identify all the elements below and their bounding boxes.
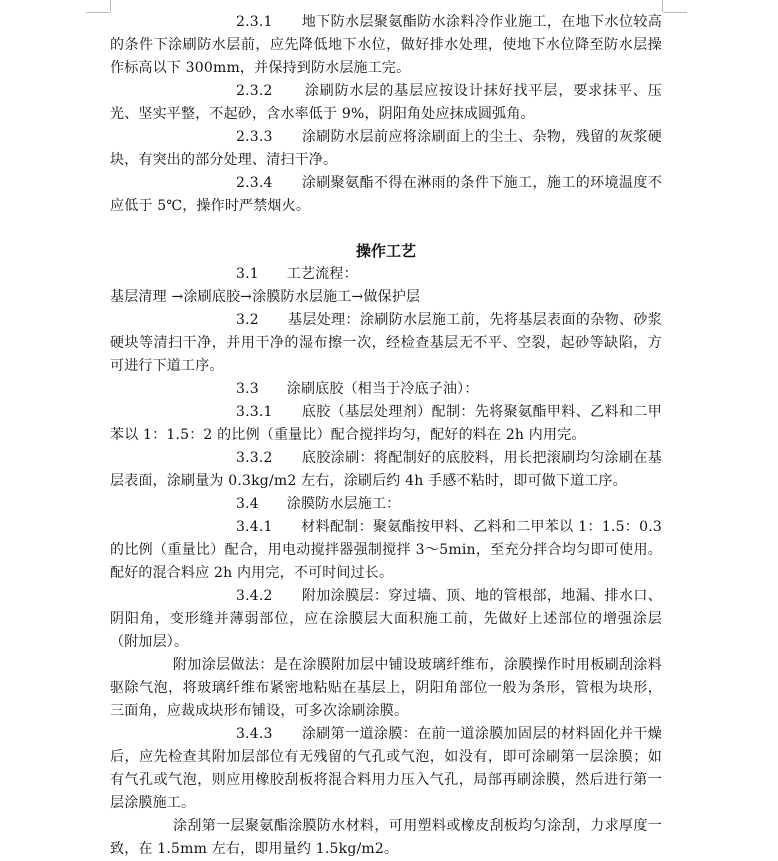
section-heading: 操作工艺 bbox=[355, 242, 416, 260]
paragraph-additional-layer: 附加涂层做法：是在涂膜附加层中铺设玻璃纤维布，涂膜操作时用板刷刮涂料驱除气泡，将玻璃纤维布紧密地粘贴在基层上，阴阳角部位一般为条形，管根为块形，三面角，应裁成块形布铺设，可多次涂刷涂膜。 bbox=[110, 657, 662, 719]
paragraph-3-3 bbox=[110, 378, 662, 401]
section-3-block bbox=[110, 263, 662, 861]
clause-number: 3.2 bbox=[236, 312, 259, 328]
paragraph-text: 涂刷聚氨酯不得在淋雨的条件下施工，施工的环境温度不应低于 5℃，操作时严禁烟火。 bbox=[110, 175, 663, 214]
clause-number: 3.1 bbox=[236, 266, 259, 282]
paragraph-text: 底胶（基层处理剂）配制：先将聚氨酯甲料、乙料和二甲苯以 1：1.5：2 的比例（重量比）配合搅拌均匀，配好的料在 2h 内用完。 bbox=[110, 404, 663, 443]
paragraph-text: 涂刷防水层前应将涂刷面上的尘土、杂物，残留的灰浆硬块，有突出的部分处理、清扫干净。 bbox=[110, 129, 663, 168]
clause-number: 2.3.4 bbox=[236, 175, 273, 191]
crop-mark-right-vertical bbox=[662, 0, 663, 12]
clause-number: 3.4.1 bbox=[236, 519, 273, 535]
paragraph-3-3-2 bbox=[110, 447, 662, 493]
crop-mark-right-horizontal bbox=[663, 12, 687, 13]
clause-number: 3.4 bbox=[236, 496, 259, 512]
paragraph-2-3-2 bbox=[110, 80, 662, 126]
paragraph-3-3-1 bbox=[110, 401, 662, 447]
clause-number: 3.3.2 bbox=[236, 450, 273, 466]
paragraph-3-2 bbox=[110, 309, 662, 378]
paragraph-text: 涂刷第一道涂膜：在前一道涂膜加固层的材料固化并干燥后，应先检查其附加层部位有无残留的气孔或气泡，如没有，即可涂刷第一层涂膜；如有气孔或气泡，则应用橡胶刮板将混合料用力压入气孔，局部再刷涂膜，然后进行第一层涂膜施工。 bbox=[110, 726, 663, 811]
paragraph-text: 涂刷底胶（相当于冷底子油）： bbox=[286, 381, 479, 397]
paragraph-text: 附加涂膜层：穿过墙、顶、地的管根部，地漏、排水口、阴阳角，变形缝并薄弱部位，应在涂膜层大面积施工前，先做好上述部位的增强涂层（附加层）。 bbox=[110, 588, 663, 650]
paragraph-3-1 bbox=[110, 263, 662, 286]
paragraph-last: 涂刮第一层聚氨酯涂膜防水材料，可用塑料或橡皮刮板均匀涂刮，力求厚度一致，在 1.5mm 左右，即用量约 1.5kg/m2。 bbox=[110, 818, 662, 857]
clause-number: 2.3.1 bbox=[236, 14, 273, 30]
paragraph-text: 基层处理：涂刷防水层施工前，先将基层表面的杂物、砂浆硬块等清扫干净，并用干净的湿布擦一次，经检查基层无不平、空裂，起砂等缺陷，方可进行下道工序。 bbox=[110, 312, 663, 374]
paragraph-3-4-1 bbox=[110, 516, 662, 585]
clause-number: 3.3 bbox=[236, 381, 259, 397]
clause-number: 2.3.3 bbox=[236, 129, 273, 145]
clause-number: 3.4.2 bbox=[236, 588, 273, 604]
paragraph-text: 地下防水层聚氨酯防水涂料冷作业施工，在地下水位较高的条件下涂刷防水层前，应先降低地下水位，做好排水处理，使地下水位降至防水层操作标高以下 300mm，并保持到防水层施工完。 bbox=[110, 14, 663, 76]
process-flow-line: 基层清理 →涂刷底胶→涂膜防水层施工→做保护层 bbox=[110, 289, 421, 305]
clause-number: 3.4.3 bbox=[236, 726, 273, 742]
section-2-block bbox=[110, 11, 662, 218]
paragraph-2-3-3 bbox=[110, 126, 662, 172]
paragraph-3-4-2 bbox=[110, 585, 662, 654]
clause-number: 2.3.2 bbox=[236, 83, 273, 99]
paragraph-text: 底胶涂刷：将配制好的底胶料，用长把滚刷均匀涂刷在基层表面，涂刷量为 0.3kg/m2 左右，涂刷后约 4h 手感不粘时，即可做下道工序。 bbox=[110, 450, 663, 489]
paragraph-text: 涂膜防水层施工： bbox=[286, 496, 401, 512]
paragraph-text: 工艺流程： bbox=[286, 266, 358, 282]
paragraph-3-4 bbox=[110, 493, 662, 516]
crop-mark-left-horizontal bbox=[86, 12, 110, 13]
paragraph-text: 材料配制：聚氨酯按甲料、乙料和二甲苯以 1：1.5：0.3 的比例（重量比）配合，用电动搅拌器强制搅拌 3～5min，至充分拌合均匀即可使用。配好的混合料应 2h 内用完，不可时间过长。 bbox=[110, 519, 663, 581]
paragraph-3-4-3 bbox=[110, 723, 662, 815]
paragraph-2-3-1 bbox=[110, 11, 662, 80]
clause-number: 3.3.1 bbox=[236, 404, 273, 420]
paragraph-text: 涂刷防水层的基层应按设计抹好找平层，要求抹平、压光、坚实平整，不起砂，含水率低于 9%，阴阳角处应抹成圆弧角。 bbox=[110, 83, 662, 122]
paragraph-2-3-4 bbox=[110, 172, 662, 218]
